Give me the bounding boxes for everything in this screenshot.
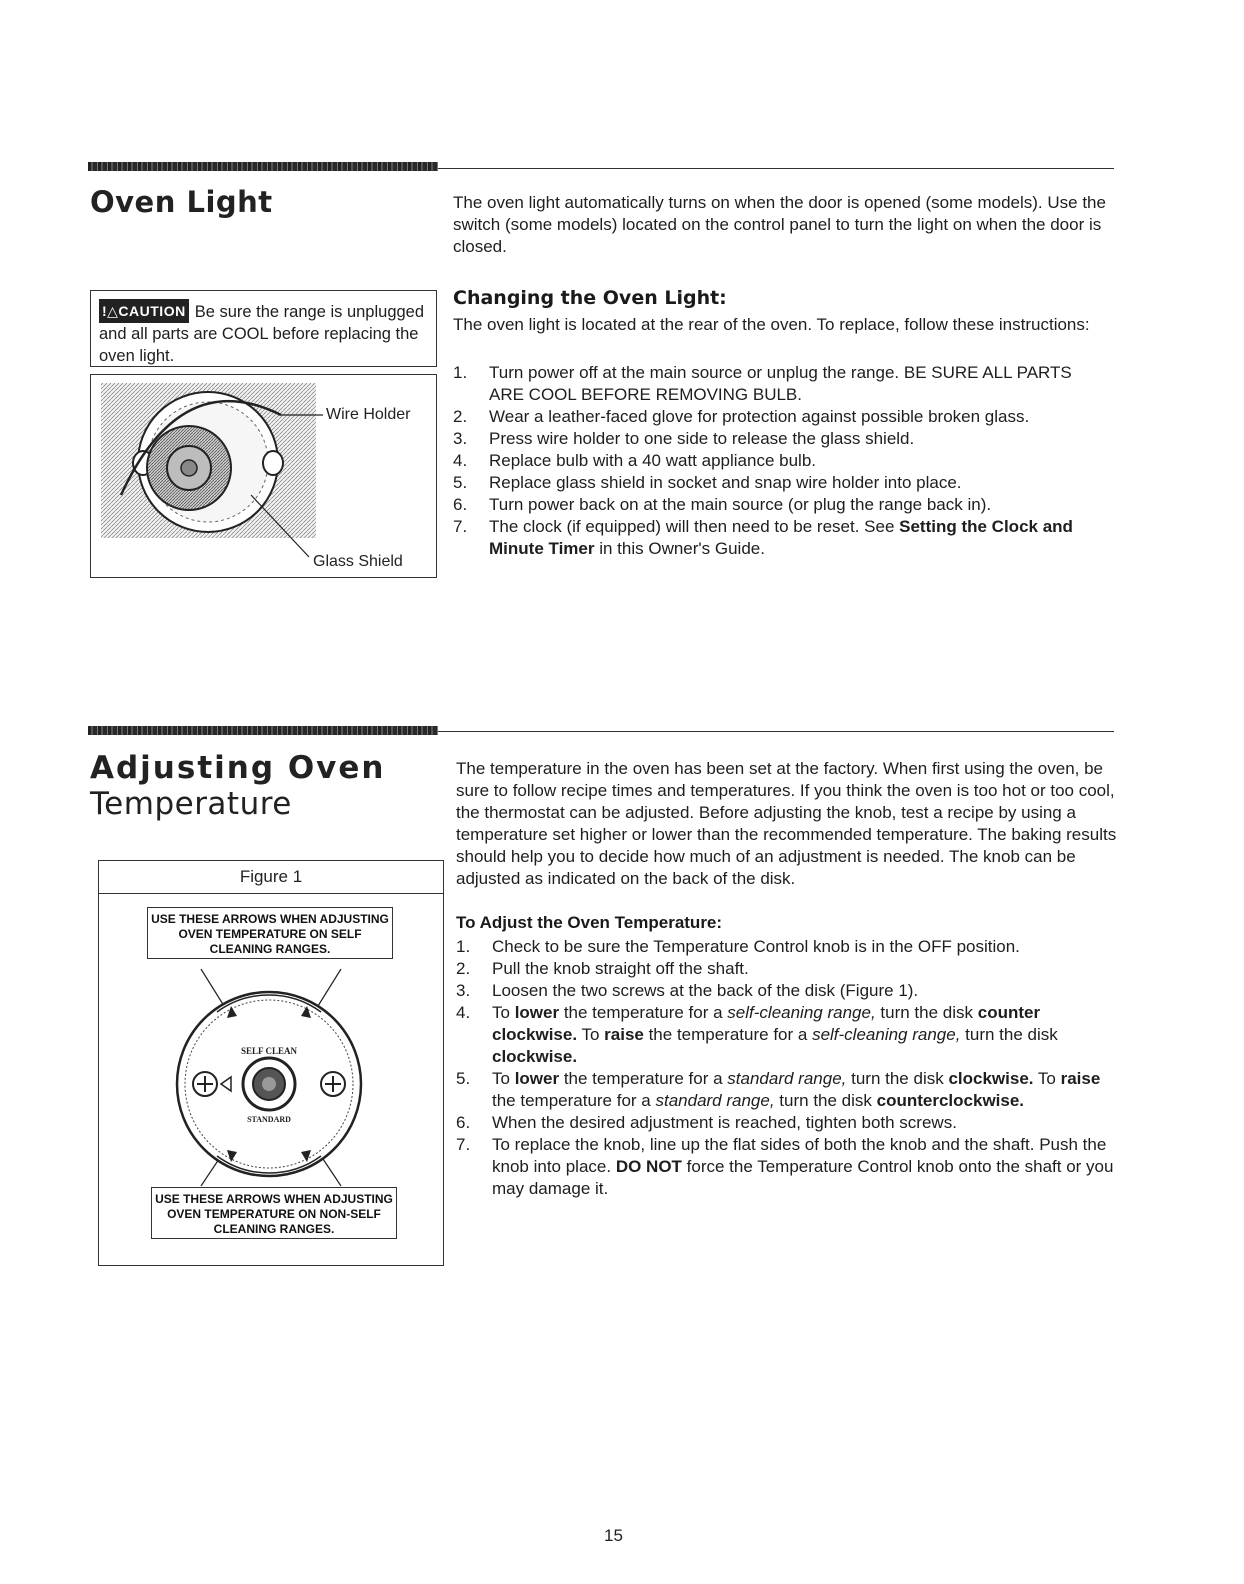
changing-steps-list <box>453 362 1103 560</box>
list-item: 4. To lower the temperature for a self-cleaning range, turn the disk counter clockwise. To raise the temperature for a self-cleaning range, turn the disk clockwise. <box>456 1003 1058 1066</box>
list-item: 3. Loosen the two screws at the back of the disk (Figure 1). <box>456 981 919 1000</box>
oven-light-intro: The oven light automatically turns on when the door is opened (some models). Use the switch (some models) located on the control panel to turn the light on when the door is closed. <box>453 193 1106 256</box>
list-item: 3. Press wire holder to one side to release the glass shield. <box>453 429 915 448</box>
glass-shield-label: Glass Shield <box>313 553 403 570</box>
figure-1-label: Figure 1 <box>99 861 443 894</box>
wire-holder-label: Wire Holder <box>326 406 411 423</box>
caution-badge: !△CAUTION <box>99 299 189 323</box>
list-item: 4. Replace bulb with a 40 watt appliance bulb. <box>453 451 816 470</box>
section-rule <box>438 168 1114 169</box>
figure-1 <box>98 860 444 1266</box>
oven-light-figure <box>90 374 437 578</box>
list-item: 1. Turn power off at the main source or unplug the range. BE SURE ALL PARTS ARE COOL BEFORE REMOVING BULB. <box>453 363 1072 404</box>
section-bar <box>88 162 438 171</box>
self-clean-arrows-note: USE THESE ARROWS WHEN ADJUSTING OVEN TEMPERATURE ON SELF CLEANING RANGES. <box>147 907 393 959</box>
changing-intro: The oven light is located at the rear of the oven. To replace, follow these instructions: <box>453 315 1090 334</box>
caution-box <box>90 290 437 367</box>
list-item: 5. Replace glass shield in socket and snap wire holder into place. <box>453 473 962 492</box>
list-item: 6. Turn power back on at the main source (or plug the range back in). <box>453 495 992 514</box>
section-rule <box>438 731 1114 732</box>
section-bar <box>88 726 438 735</box>
caution-text: Be sure the range is unplugged and all parts are COOL before replacing the oven light. <box>99 303 425 365</box>
adjusting-intro: The temperature in the oven has been set at the factory. When first using the oven, be sure to follow recipe times and temperatures. If you think the oven is too hot or too cool, the thermostat can be adjusted. Before adjusting the knob, test a recipe by using a temperature set higher or lower than the recommended temperature. The baking results should help you to decide how much of an adjustment is needed. The knob can be adjusted as indicated on the back of the disk. <box>456 759 1117 888</box>
changing-heading: Changing the Oven Light: <box>453 287 727 309</box>
to-adjust-heading: To Adjust the Oven Temperature: <box>456 913 723 932</box>
non-self-clean-arrows-note: USE THESE ARROWS WHEN ADJUSTING OVEN TEMPERATURE ON NON-SELF CLEANING RANGES. <box>151 1187 397 1239</box>
list-item: 2. Wear a leather-faced glove for protection against possible broken glass. <box>453 407 1030 426</box>
oven-light-title: Oven Light <box>90 185 273 219</box>
to-adjust-steps-list <box>456 936 1124 1200</box>
list-item: 7. To replace the knob, line up the flat sides of both the knob and the shaft. Push the knob into place. DO NOT force the Temperature Control knob onto the shaft or you may damage it. <box>456 1135 1114 1198</box>
adjusting-title-line2: Temperature <box>90 786 292 822</box>
list-item: 5. To lower the temperature for a standard range, turn the disk clockwise. To raise the temperature for a standard range, turn the disk counterclockwise. <box>456 1069 1101 1110</box>
list-item: 2. Pull the knob straight off the shaft. <box>456 959 749 978</box>
list-item: 6. When the desired adjustment is reached, tighten both screws. <box>456 1113 957 1132</box>
list-item: 7. The clock (if equipped) will then need to be reset. See Setting the Clock and Minute Timer in this Owner's Guide. <box>453 517 1073 558</box>
page-number: 15 <box>604 1526 623 1545</box>
disk-bottom-text: STANDARD <box>247 1115 291 1124</box>
list-item: 1. Check to be sure the Temperature Control knob is in the OFF position. <box>456 937 1020 956</box>
disk-top-text: SELF CLEAN <box>241 1046 297 1056</box>
adjusting-title-line1: Adjusting Oven <box>90 750 386 786</box>
